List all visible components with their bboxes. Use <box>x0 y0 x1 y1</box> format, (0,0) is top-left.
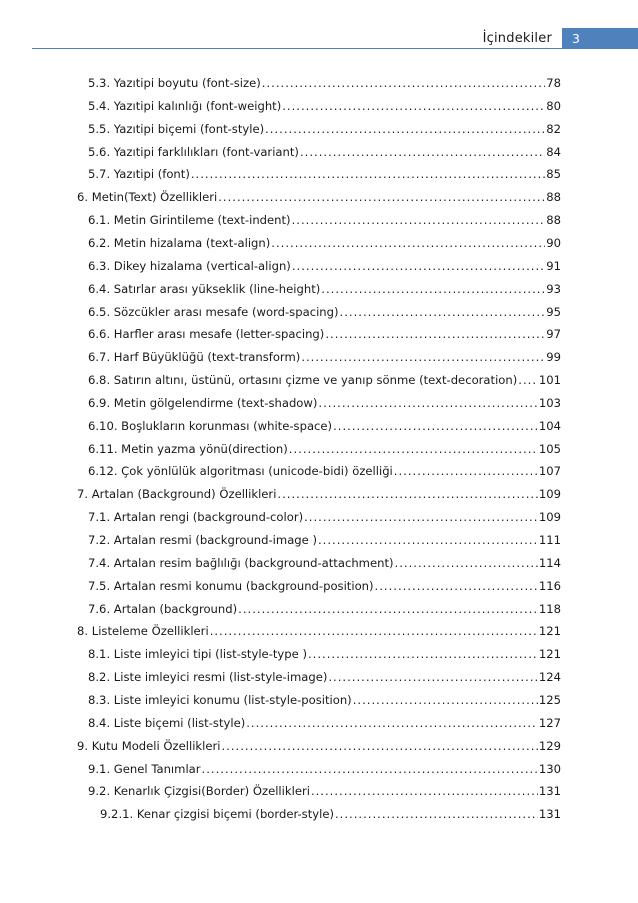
toc-entry-page: 88 <box>546 213 561 228</box>
toc-dot-leader <box>202 758 538 780</box>
toc-entry-title: 6.4. Satırlar arası yükseklik (line-height) <box>88 281 321 296</box>
toc-entry-page: 84 <box>546 144 561 159</box>
toc-entry-page: 131 <box>538 784 561 799</box>
toc-entry-title: 5.6. Yazıtipi farklılıkları (font-variant) <box>88 144 299 159</box>
toc-dot-leader <box>292 255 545 277</box>
toc-entry[interactable] <box>88 529 561 551</box>
toc-entry-page: 109 <box>538 487 561 502</box>
toc-entry[interactable] <box>88 666 561 688</box>
toc-entry-page: 109 <box>538 510 561 525</box>
toc-entry-page: 91 <box>546 258 561 273</box>
toc-entry-title: 6.9. Metin gölgelendirme (text-shadow) <box>88 395 318 410</box>
toc-entry[interactable] <box>88 438 561 460</box>
toc-entry-title: 6.5. Sözcükler arası mesafe (word-spacing) <box>88 304 339 319</box>
toc-entry-page: 88 <box>546 190 561 205</box>
toc-entry-page: 97 <box>546 327 561 342</box>
toc-entry-page: 131 <box>538 807 561 822</box>
toc-entry-title: 5.4. Yazıtipi kalınlığı (font-weight) <box>88 98 282 113</box>
toc-entry-page: 130 <box>538 761 561 776</box>
toc-entry-title: 8.3. Liste imleyici konumu (list-style-position) <box>88 692 352 707</box>
toc-dot-leader <box>318 392 537 414</box>
toc-dot-leader <box>394 460 538 482</box>
toc-dot-leader <box>353 689 538 711</box>
toc-entry[interactable] <box>88 72 561 94</box>
toc-entry-page: 105 <box>538 441 561 456</box>
toc-entry[interactable] <box>88 392 561 414</box>
toc-dot-leader <box>325 323 545 345</box>
toc-entry[interactable] <box>77 186 561 208</box>
toc-entry[interactable] <box>88 232 561 254</box>
toc-entry-page: 82 <box>546 121 561 136</box>
toc-entry-page: 124 <box>538 670 561 685</box>
toc-entry-title: 6.8. Satırın altını, üstünü, ortasını çizme ve yanıp sönme (text-decoration) <box>88 373 518 388</box>
toc-entry[interactable] <box>77 483 561 505</box>
toc-dot-leader <box>221 735 537 757</box>
toc-entry[interactable] <box>88 369 561 391</box>
toc-entry-title: 9.2. Kenarlık Çizgisi(Border) Özellikleri <box>88 784 310 799</box>
toc-entry-page: 121 <box>538 624 561 639</box>
toc-entry-title: 7.6. Artalan (background) <box>88 601 238 616</box>
toc-entry-page: 111 <box>538 533 561 547</box>
toc-entry-page: 99 <box>546 350 561 365</box>
toc-entry-page: 78 <box>546 76 561 90</box>
toc-entry-title: 6.6. Harfler arası mesafe (letter-spacing) <box>88 327 325 342</box>
header-rule <box>32 48 638 49</box>
toc-entry[interactable] <box>88 598 561 620</box>
toc-entry[interactable] <box>88 301 561 323</box>
toc-entry-page: 125 <box>538 692 561 707</box>
toc-entry-title: 6.10. Boşlukların korunması (white-space) <box>88 418 333 433</box>
toc-entry-title: 5.5. Yazıtipi biçemi (font-style) <box>88 121 265 136</box>
toc-dot-leader <box>311 780 538 802</box>
toc-entry-title: 6.11. Metin yazma yönü(direction) <box>88 441 288 456</box>
toc-entry[interactable] <box>88 712 561 734</box>
toc-entry[interactable] <box>88 141 561 163</box>
toc-entry-page: 127 <box>538 715 561 730</box>
toc-entry[interactable] <box>88 758 561 780</box>
toc-entry-title: 6.7. Harf Büyüklüğü (text-transform) <box>88 350 301 365</box>
toc-dot-leader <box>292 209 546 231</box>
toc-entry[interactable] <box>88 506 561 528</box>
toc-dot-leader <box>262 72 545 94</box>
toc-entry-page: 121 <box>538 647 561 662</box>
toc-entry[interactable] <box>88 255 561 277</box>
toc-entry[interactable] <box>77 735 561 757</box>
toc-entry-title: 5.3. Yazıtipi boyutu (font-size) <box>88 76 261 90</box>
toc-entry-title: 6.1. Metin Girintileme (text-indent) <box>88 213 291 228</box>
toc-entry[interactable] <box>88 552 561 574</box>
toc-entry-page: 118 <box>538 601 561 616</box>
toc-dot-leader <box>318 529 538 551</box>
toc-dot-leader <box>265 118 545 140</box>
toc-entry-page: 129 <box>538 738 561 753</box>
toc-dot-leader <box>218 186 545 208</box>
toc-entry[interactable] <box>88 209 561 231</box>
toc-dot-leader <box>375 575 538 597</box>
toc-entry[interactable] <box>88 689 561 711</box>
toc-dot-leader <box>395 552 538 574</box>
toc-entry[interactable] <box>88 346 561 368</box>
toc-entry[interactable] <box>88 118 561 140</box>
page-number: 3 <box>572 30 580 46</box>
toc-entry-title: 9. Kutu Modeli Özellikleri <box>77 738 221 753</box>
toc-entry-page: 103 <box>538 395 561 410</box>
toc-entry-title: 7.4. Artalan resim bağlılığı (background-attachment) <box>88 555 394 570</box>
toc-dot-leader <box>304 506 538 528</box>
toc-dot-leader <box>301 346 545 368</box>
toc-entry[interactable] <box>88 780 561 802</box>
toc-entry-title: 8. Listeleme Özellikleri <box>77 624 209 639</box>
toc-dot-leader <box>210 620 538 642</box>
toc-entry[interactable] <box>88 163 561 185</box>
toc-entry-title: 6. Metin(Text) Özellikleri <box>77 190 218 205</box>
toc-entry[interactable] <box>88 323 561 345</box>
toc-dot-leader <box>277 483 537 505</box>
toc-dot-leader <box>271 232 545 254</box>
toc-entry-title: 8.4. Liste biçemi (list-style) <box>88 715 246 730</box>
toc-dot-leader <box>191 163 545 185</box>
toc-entry[interactable] <box>88 575 561 597</box>
toc-dot-leader <box>289 438 538 460</box>
toc-entry[interactable] <box>88 278 561 300</box>
toc-dot-leader <box>308 643 538 665</box>
toc-entry[interactable] <box>88 460 561 482</box>
toc-entry-page: 93 <box>546 281 561 296</box>
toc-dot-leader <box>238 598 538 620</box>
toc-entry-page: 114 <box>538 555 561 570</box>
toc-dot-leader <box>340 301 546 323</box>
toc-entry[interactable] <box>88 95 561 117</box>
toc-entry-page: 90 <box>546 235 561 250</box>
page-header <box>483 28 638 48</box>
toc-entry-title: 7.2. Artalan resmi (background-image ) <box>88 533 317 547</box>
toc-entry-title: 6.3. Dikey hizalama (vertical-align) <box>88 258 291 273</box>
toc-entry[interactable] <box>100 803 561 825</box>
page-number-badge <box>562 28 638 48</box>
toc-dot-leader <box>333 415 538 437</box>
toc-entry[interactable] <box>88 643 561 665</box>
toc-entry-title: 7.5. Artalan resmi konumu (background-position) <box>88 578 374 593</box>
toc-entry-title: 6.12. Çok yönlülük algoritması (unicode-bidi) özelliği <box>88 464 393 479</box>
toc-dot-leader <box>321 278 545 300</box>
header-title: İçindekiler <box>482 30 552 46</box>
toc-entry-title: 7.1. Artalan rengi (background-color) <box>88 510 304 525</box>
toc-entry-page: 80 <box>546 98 561 113</box>
toc-entry-page: 95 <box>546 304 561 319</box>
toc-entry-title: 8.2. Liste imleyici resmi (list-style-image) <box>88 670 328 685</box>
toc-dot-leader <box>246 712 538 734</box>
toc-entry-title: 7. Artalan (Background) Özellikleri <box>77 487 277 502</box>
toc-entry-title: 8.1. Liste imleyici tipi (list-style-type ) <box>88 647 307 662</box>
toc-entry-page: 116 <box>538 578 561 593</box>
toc-dot-leader <box>282 95 545 117</box>
toc-entry-page: 107 <box>538 464 561 479</box>
toc-entry[interactable] <box>88 415 561 437</box>
toc-entry-page: 101 <box>538 373 561 388</box>
toc-dot-leader <box>300 141 545 163</box>
toc-entry-title: 9.2.1. Kenar çizgisi biçemi (border-style) <box>100 807 334 822</box>
toc-entry-page: 104 <box>538 418 561 433</box>
toc-entry-title: 5.7. Yazıtipi (font) <box>88 167 190 182</box>
toc-entry-page: 85 <box>546 167 561 182</box>
toc-entry-title: 6.2. Metin hizalama (text-align) <box>88 235 271 250</box>
toc-dot-leader <box>335 803 538 825</box>
toc-dot-leader <box>518 369 538 391</box>
toc-dot-leader <box>328 666 537 688</box>
toc-entry-title: 9.1. Genel Tanımlar <box>88 761 201 776</box>
toc-entry[interactable] <box>77 620 561 642</box>
